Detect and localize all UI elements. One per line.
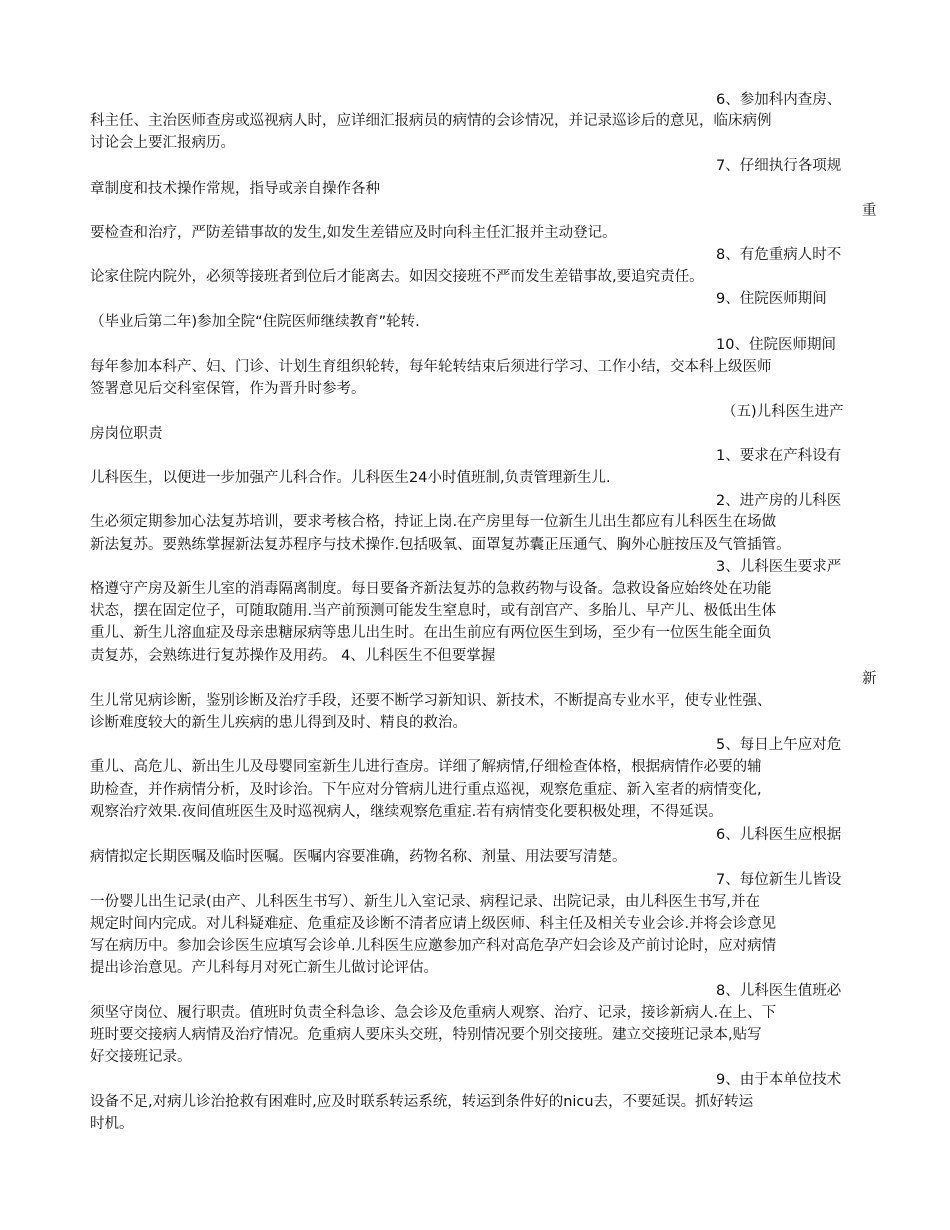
text-line: 重儿、高危儿、新出生儿及母婴同室新生儿进行查房。详细了解病情,仔细检查体格，根据病情作必要的辅 xyxy=(90,759,762,775)
text-line: 9、住院医师期间 xyxy=(716,291,827,307)
text-line: 每年参加本科产、妇、门诊、计划生育组织轮转，每年轮转结束后须进行学习、工作小结，交本科上级医师 xyxy=(90,359,772,375)
text-line: 须坚守岗位、履行职责。值班时负责全科急诊、急会诊及危重病人观察、治疗、记录，接诊新病人.在上、下 xyxy=(90,1005,777,1021)
text-line: 10、住院医师期间 xyxy=(716,337,836,353)
text-line: 章制度和技术操作常规，指导或亲自操作各种 xyxy=(90,181,380,197)
text-line: 7、仔细执行各项规 xyxy=(716,158,842,174)
text-line: 新 xyxy=(862,671,877,687)
text-line: 新法复苏。要熟练掌握新法复苏程序与技术操作.包括吸氧、面罩复苏囊正压通气、胸外心脏按压及气管插管。 xyxy=(90,537,791,553)
section-heading: 房岗位职责 xyxy=(90,426,163,442)
text-line: （毕业后第二年)参加全院“住院医师继续教育”轮转. xyxy=(90,314,420,330)
text-line: 1、要求在产科设有 xyxy=(716,448,842,464)
text-line: 儿科医生，以便进一步加强产儿科合作。儿科医生24小时值班制,负责管理新生儿. xyxy=(90,470,611,486)
text-line: 3、儿科医生要求严 xyxy=(716,559,842,575)
text-line: 签署意见后交科室保管，作为晋升时参考。 xyxy=(90,381,366,397)
text-line: 观察治疗效果.夜间值班医生及时巡视病人，继续观察危重症.若有病情变化要积极处理，不得延误。 xyxy=(90,804,723,820)
text-line: 责复苏，会熟练进行复苏操作及用药。 4、儿科医生不但要掌握 xyxy=(90,648,496,664)
text-line: 要检查和治疗，严防差错事故的发生,如发生差错应及时向科主任汇报并主动登记。 xyxy=(90,225,617,241)
text-line: 病情拟定长期医嘱及临时医嘱。医嘱内容要准确，药物名称、剂量、用法要写清楚。 xyxy=(90,849,627,865)
text-line: 7、每位新生儿皆设 xyxy=(716,872,842,888)
text-line: 重 xyxy=(862,203,877,219)
text-line: 时机。 xyxy=(90,1116,134,1132)
text-line: 提出诊治意见。产儿科每月对死亡新生儿做讨论评估。 xyxy=(90,960,438,976)
text-line: 助检查，并作病情分析，及时诊治。下午应对分管病儿进行重点巡视，观察危重症、新入室者的病情变化, xyxy=(90,782,762,798)
text-line: 2、进产房的儿科医 xyxy=(716,493,842,509)
text-line: 写在病历中。参加会诊医生应填写会诊单.儿科医生应邀参加产科对高危孕产妇会诊及产前讨论时，应对病情 xyxy=(90,938,777,954)
text-line: 状态，摆在固定位子，可随取随用.当产前预测可能发生窒息时，或有剖宫产、多胎儿、早产儿、极低出生体 xyxy=(90,603,777,619)
text-line: 设备不足,对病儿诊治抢救有困难时,应及时联系转运系统，转运到条件好的nicu去，不要延误。抓好转运 xyxy=(90,1094,754,1110)
text-line: 一份婴儿出生记录(由产、儿科医生书写）、新生儿入室记录、病程记录、出院记录，由儿科医生书写,并在 xyxy=(90,894,761,910)
section-heading: （五)儿科医生进产 xyxy=(722,404,844,420)
text-line: 好交接班记录。 xyxy=(90,1049,192,1065)
text-line: 9、由于本单位技术 xyxy=(716,1072,842,1088)
text-line: 8、儿科医生值班必 xyxy=(716,983,842,999)
text-line: 生儿常见病诊断，鉴别诊断及治疗手段，还要不断学习新知识、新技术，不断提高专业水平，使专业性强、 xyxy=(90,693,772,709)
text-line: 6、儿科医生应根据 xyxy=(716,827,842,843)
text-line: 班时要交接病人病情及治疗情况。危重病人要床头交班，特别情况要个别交接班。建立交接班记录本,贴写 xyxy=(90,1027,762,1043)
text-line: 科主任、主治医师查房或巡视病人时，应详细汇报病员的病情的会诊情况，并记录巡诊后的意见，临床病例 xyxy=(90,113,772,129)
text-line: 格遵守产房及新生儿室的消毒隔离制度。每日要备齐新法复苏的急救药物与设备。急救设备应始终处在功能 xyxy=(90,581,772,597)
text-line: 5、每日上午应对危 xyxy=(716,737,842,753)
text-line: 8、有危重病人时不 xyxy=(716,247,842,263)
text-line: 讨论会上要汇报病历。 xyxy=(90,135,235,151)
text-line: 规定时间内完成。对儿科疑难症、危重症及诊断不清者应请上级医师、科主任及相关专业会诊.并将会诊意见 xyxy=(90,916,777,932)
text-line: 重儿、新生儿溶血症及母亲患糖尿病等患儿出生时。在出生前应有两位医生到场，至少有一位医生能全面负 xyxy=(90,625,772,641)
text-line: 论家住院内院外，必须等接班者到位后才能离去。如因交接班不严而发生差错事故,要追究责任。 xyxy=(90,269,704,285)
text-line: 诊断难度较大的新生儿疾病的患儿得到及时、精良的救治。 xyxy=(90,715,467,731)
text-line: 6、参加科内查房、 xyxy=(716,92,842,108)
text-line: 生必须定期参加心法复苏培训，要求考核合格，持证上岗.在产房里每一位新生儿出生都应有儿科医生在场做 xyxy=(90,514,777,530)
